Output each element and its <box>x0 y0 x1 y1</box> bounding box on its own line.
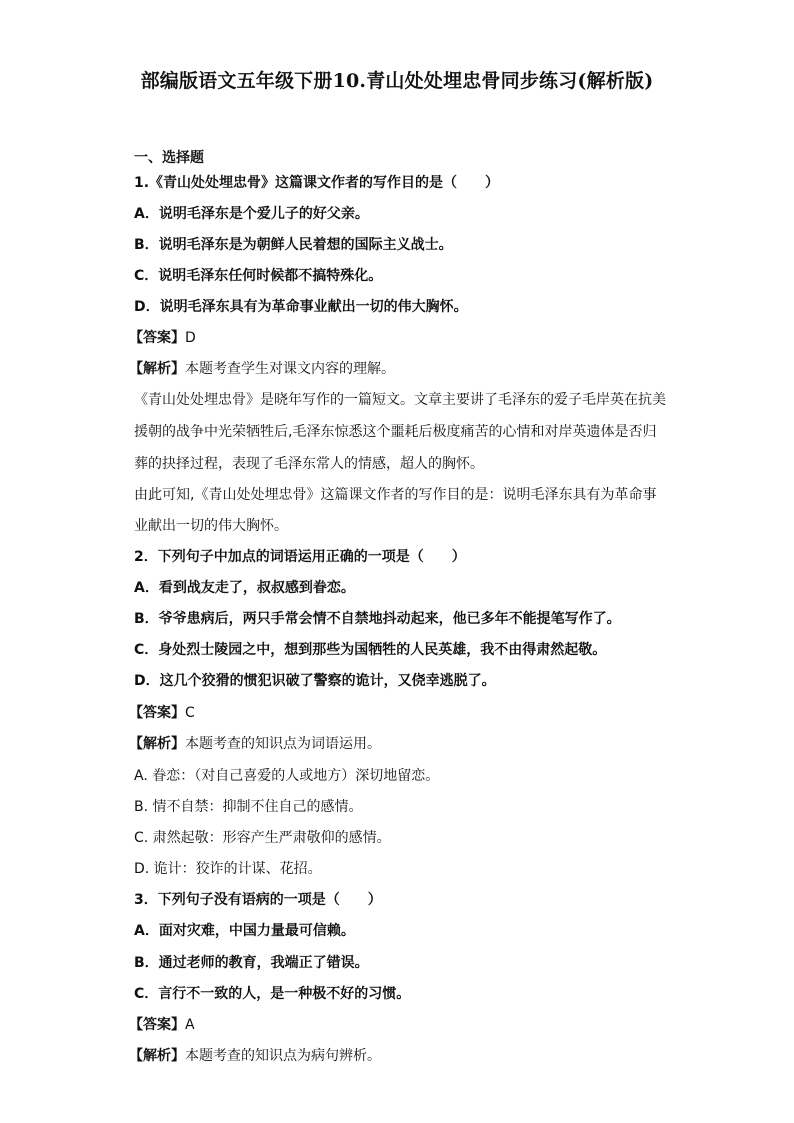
q1-answer <box>129 327 196 347</box>
answer-value: D <box>185 330 196 346</box>
q3-option-c: C．言行不一致的人，是一种极不好的习惯。 <box>134 986 411 1002</box>
page-title: 部编版语文五年级下册10.青山处处埋忠骨同步练习(解析版) <box>140 70 654 92</box>
q2-option-a: A．看到战友走了，叔叔感到眷恋。 <box>134 580 355 596</box>
q3-option-b: B．通过老师的教育，我端正了错误。 <box>134 955 369 971</box>
answer-label: 【答案】 <box>129 705 185 721</box>
q2-option-b: B．爷爷患病后，两只手常会情不自禁地抖动起来，他已多年不能提笔写作了。 <box>134 611 621 627</box>
analysis-text: 本题考查学生对课文内容的理解。 <box>185 361 395 377</box>
q2-option-d: D．这几个狡猾的惯犯识破了警察的诡计，又侥幸逃脱了。 <box>134 673 496 689</box>
q1-explain-line: 《青山处处埋忠骨》是晓年写作的一篇短文。文章主要讲了毛泽东的爱子毛岸英在抗美 <box>134 392 666 408</box>
q3-analysis <box>129 1045 381 1065</box>
q1-option-a: A．说明毛泽东是个爱儿子的好父亲。 <box>134 206 369 222</box>
analysis-label: 【解析】 <box>129 361 185 377</box>
q1-option-d: D．说明毛泽东具有为革命事业献出一切的伟大胸怀。 <box>134 299 468 315</box>
analysis-label: 【解析】 <box>129 1048 185 1064</box>
q1-option-c: C．说明毛泽东任何时候都不搞特殊化。 <box>134 268 383 284</box>
q1-analysis <box>129 358 395 378</box>
answer-label: 【答案】 <box>129 1017 185 1033</box>
q2-analysis <box>129 733 381 753</box>
analysis-label: 【解析】 <box>129 736 185 752</box>
q2-answer <box>129 702 195 722</box>
analysis-text: 本题考查的知识点为病句辨析。 <box>185 1048 381 1064</box>
q1-option-b: B．说明毛泽东是为朝鲜人民着想的国际主义战士。 <box>134 237 453 253</box>
answer-value: A <box>185 1017 195 1033</box>
q2-explain-line: D. 诡计：狡诈的计谋、花招。 <box>134 861 322 877</box>
q1-explain-line: 援朝的战争中光荣牺牲后,毛泽东惊悉这个噩耗后极度痛苦的心情和对岸英遗体是否归 <box>134 424 657 440</box>
q2-option-c: C．身处烈士陵园之中，想到那些为国牺牲的人民英雄，我不由得肃然起敬。 <box>134 642 607 658</box>
q2-explain-line: C. 肃然起敬：形容产生严肃敬仰的感情。 <box>134 830 391 846</box>
q3-stem: 3．下列句子没有语病的一项是（ ） <box>134 892 382 908</box>
q1-explain-line: 业献出一切的伟大胸怀。 <box>134 518 288 534</box>
q1-stem: 1.《青山处处埋忠骨》这篇课文作者的写作目的是（ ） <box>134 175 500 191</box>
q2-explain-line: A. 眷恋：（对自己喜爱的人或地方）深切地留恋。 <box>134 768 440 784</box>
q3-option-a: A．面对灾难，中国力量最可信赖。 <box>134 923 355 939</box>
answer-label: 【答案】 <box>129 330 185 346</box>
q3-answer <box>129 1014 195 1034</box>
answer-value: C <box>185 705 195 721</box>
q1-explain-line: 葬的抉择过程，表现了毛泽东常人的情感，超人的胸怀。 <box>134 456 484 472</box>
q2-explain-line: B. 情不自禁：抑制不住自己的感情。 <box>134 799 363 815</box>
section-heading: 一、选择题 <box>134 150 204 166</box>
analysis-text: 本题考查的知识点为词语运用。 <box>185 736 381 752</box>
q2-stem: 2．下列句子中加点的词语运用正确的一项是（ ） <box>134 549 466 565</box>
q1-explain-line: 由此可知,《青山处处埋忠骨》这篇课文作者的写作目的是：说明毛泽东具有为革命事 <box>134 487 657 503</box>
